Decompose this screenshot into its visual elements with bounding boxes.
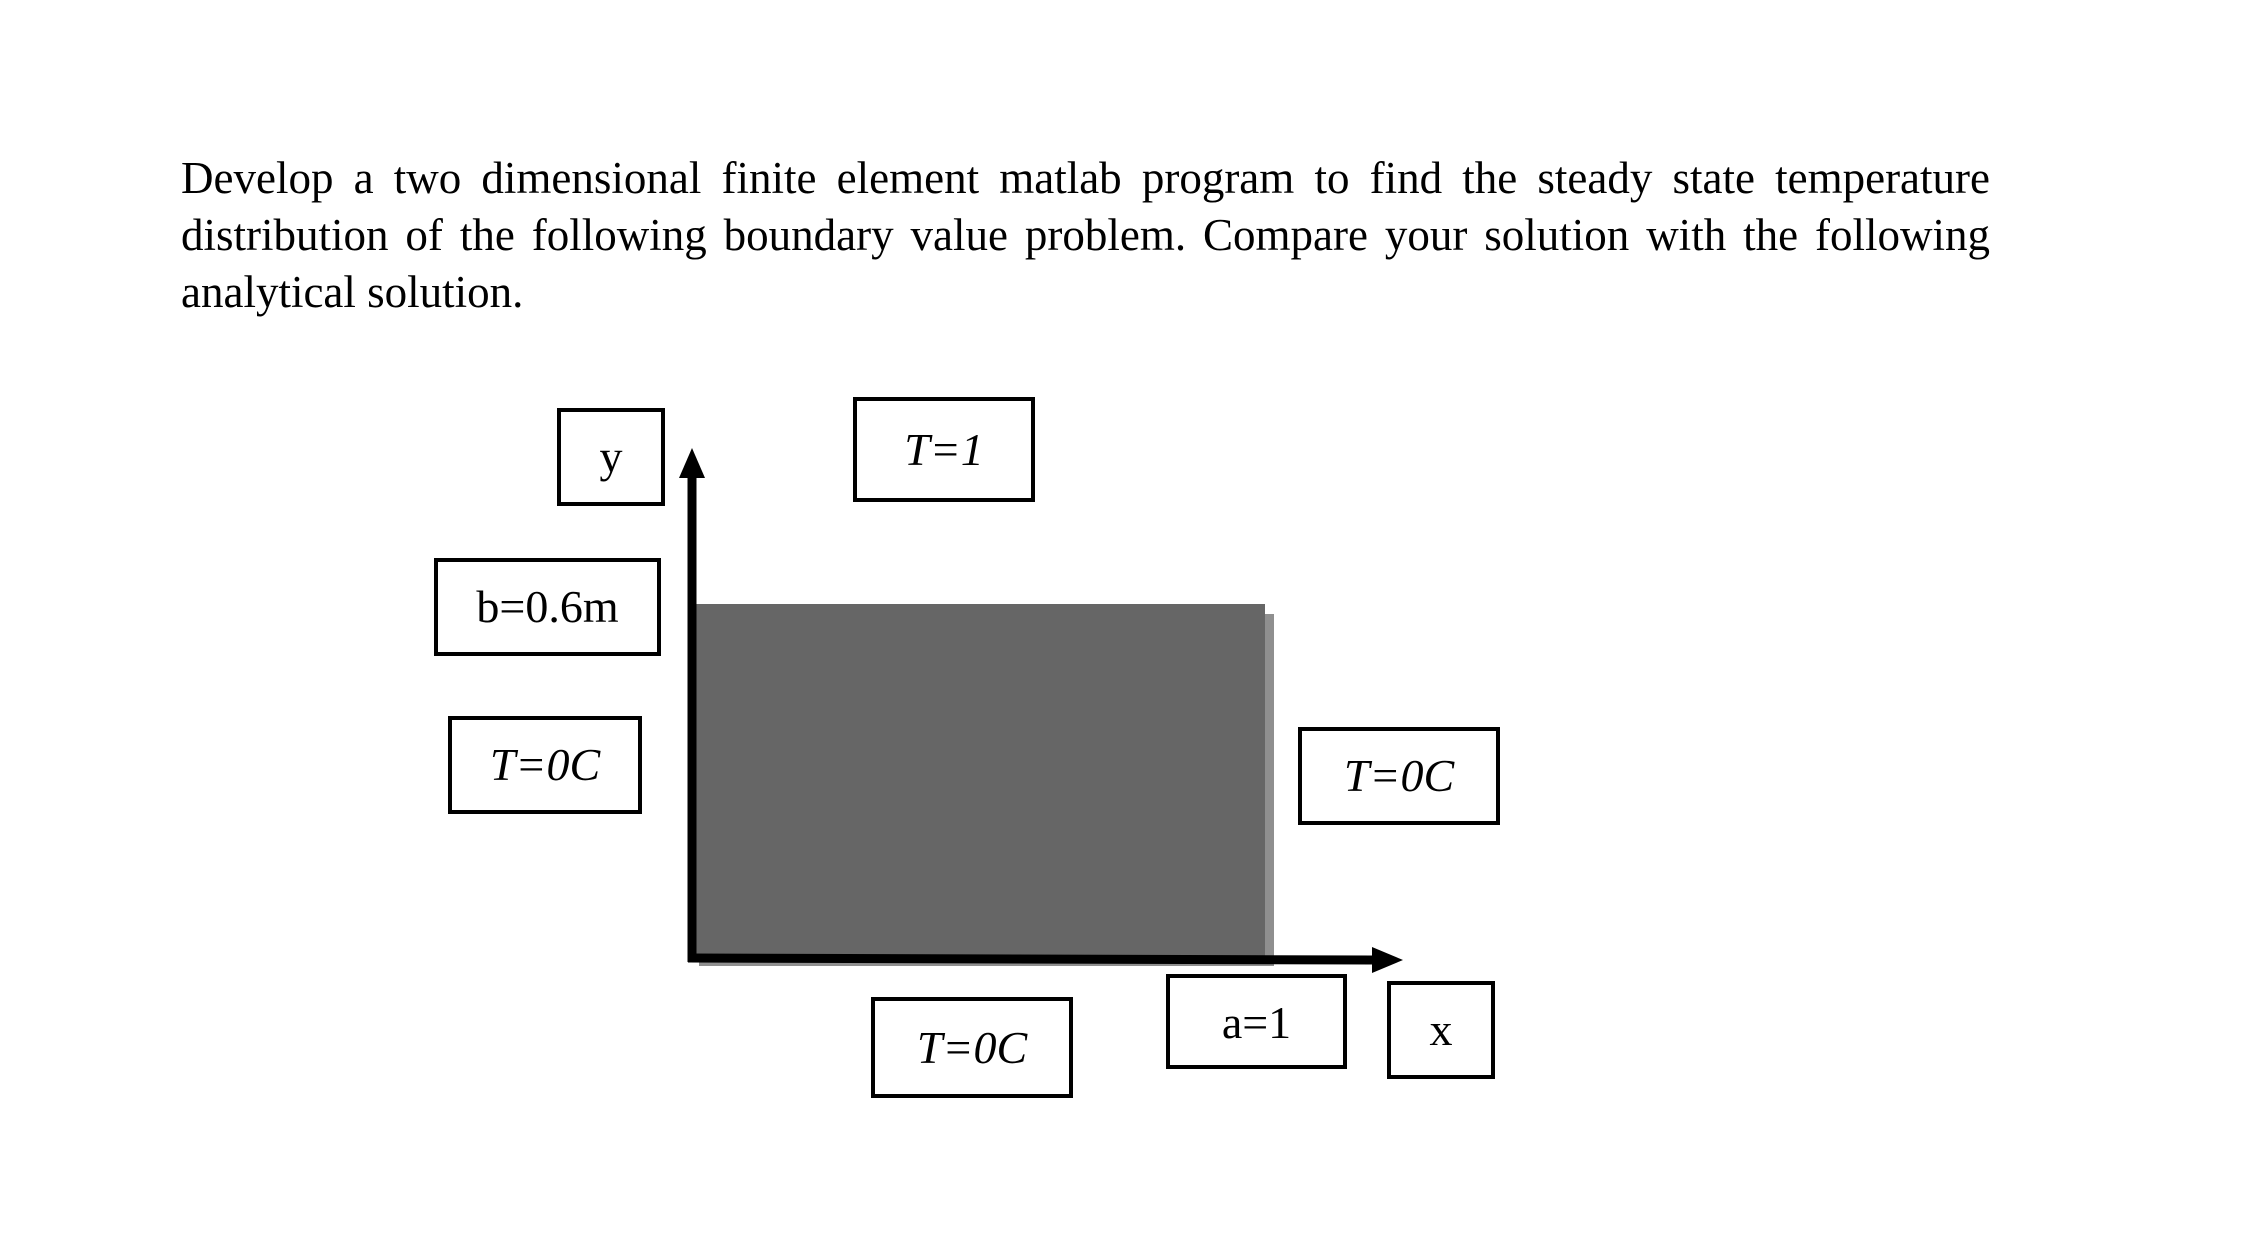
width-label: a=1 (1166, 974, 1347, 1069)
left-boundary-label: T=0C (448, 716, 642, 814)
x-axis-label: x (1387, 981, 1495, 1079)
x-axis-arrowhead (1372, 947, 1403, 973)
y-axis-label: y (557, 408, 665, 506)
bottom-boundary-label: T=0C (871, 997, 1073, 1098)
top-boundary-label: T=1 (853, 397, 1035, 502)
x-axis-line (688, 958, 1372, 960)
problem-statement: Develop a two dimensional finite element matlab program to find the steady state temperature distribution of the following boundary value problem. Compare your solution with the following analytical solution. (181, 153, 1990, 317)
right-boundary-label: T=0C (1298, 727, 1500, 825)
height-label: b=0.6m (434, 558, 661, 656)
y-axis-arrowhead (679, 448, 705, 478)
